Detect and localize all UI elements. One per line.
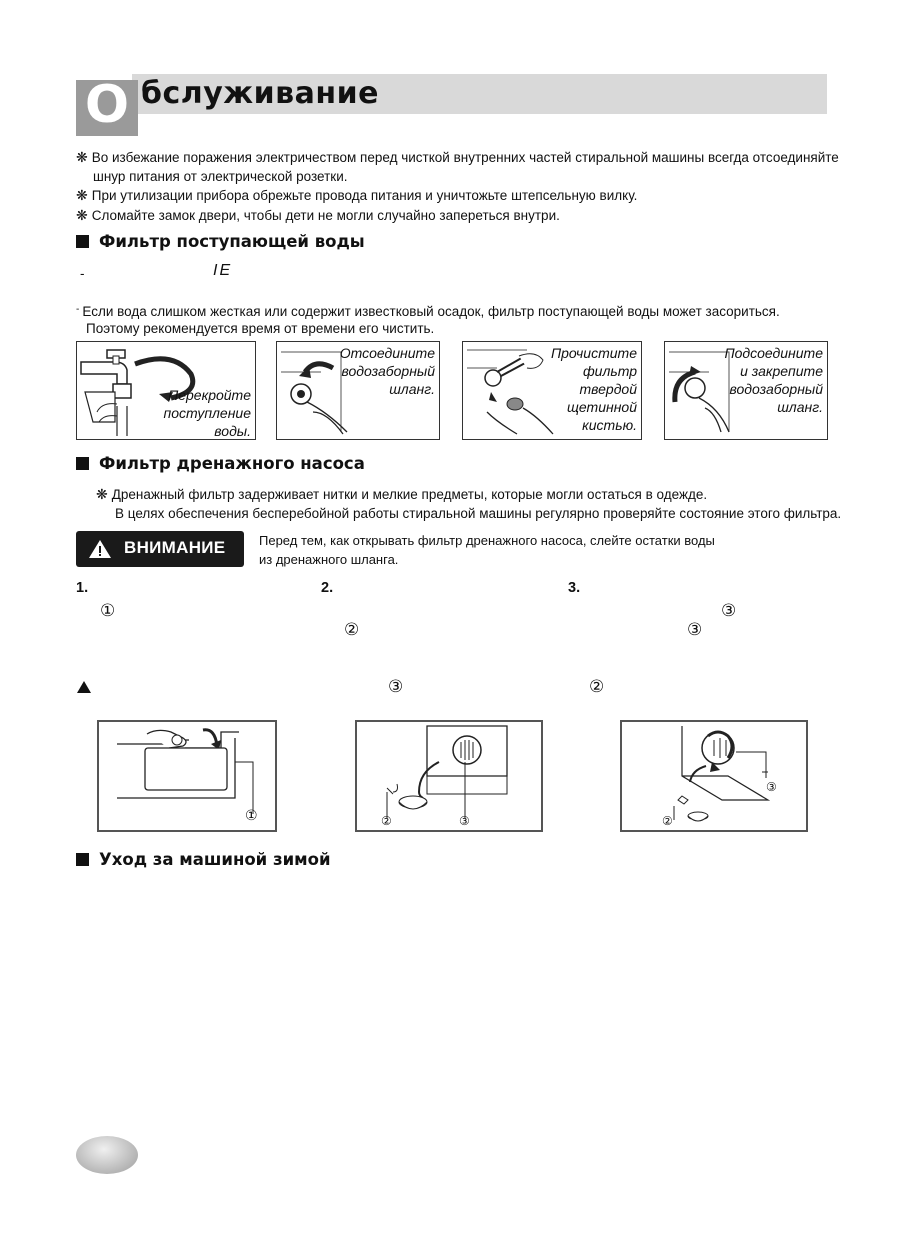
asterisk-icon: ❋ <box>76 149 88 165</box>
caption-line: кистью. <box>582 417 637 433</box>
figure-2-label-two: ② <box>381 814 392 828</box>
inlet-step-4-caption <box>724 344 823 416</box>
error-code-display: IE <box>213 262 233 279</box>
caption-line: Прочистите <box>550 345 637 361</box>
inlet-dash: - <box>80 266 85 281</box>
asterisk-icon: ❋ <box>76 207 88 223</box>
drain-figure-1 <box>97 720 277 832</box>
drain-filter-heading <box>76 454 365 473</box>
inlet-step-1-caption <box>163 386 251 440</box>
square-bullet-icon <box>76 457 89 470</box>
page-title: бслуживание <box>141 76 379 111</box>
drain-note-line1 <box>96 485 707 504</box>
header-letter: О <box>84 75 130 135</box>
inlet-step-2 <box>276 341 440 440</box>
inlet-step-2-caption <box>340 344 435 398</box>
winter-heading <box>76 850 331 869</box>
caption-line: Перекройте <box>168 387 251 403</box>
marker-three: ③ <box>721 601 737 621</box>
caption-line: и закрепите <box>740 363 823 379</box>
inlet-step-1 <box>76 341 256 440</box>
marker-two: ② <box>344 620 360 640</box>
figure-2-label-three: ③ <box>459 814 470 828</box>
warning-text-line2: из дренажного шланга. <box>259 552 399 567</box>
drain-filter-removal-drawing <box>622 722 806 830</box>
marker-three: ③ <box>687 620 703 640</box>
warning-triangle-icon <box>88 539 112 559</box>
warning-label: ВНИМАНИЕ <box>124 538 226 557</box>
inlet-step-3-caption <box>551 344 637 434</box>
inlet-paragraph-line1-text: Если вода слишком жесткая или содержит известковый осадок, фильтр поступающей воды может засориться. <box>82 304 780 319</box>
figure-1-label-one: ① <box>245 808 258 824</box>
caption-line: Подсоедините <box>724 345 823 361</box>
drain-note-line1-text: Дренажный фильтр задерживает нитки и мелкие предметы, которые могли остаться в одежде. <box>111 487 708 502</box>
figure-3-label-three: ③ <box>766 780 777 794</box>
caption-line: поступление <box>163 405 251 421</box>
inlet-paragraph-line1: - Если вода слишком жесткая или содержит известковый осадок, фильтр поступающей воды может засориться. <box>76 304 780 319</box>
marker-three: ③ <box>388 677 404 697</box>
asterisk-icon: ❋ <box>96 486 108 502</box>
note-2 <box>76 186 637 205</box>
drain-step-2-number: 2. <box>321 580 334 596</box>
square-bullet-icon <box>76 235 89 248</box>
warning-text-line1: Перед тем, как открывать фильтр дренажного насоса, слейте остатки воды <box>259 533 715 548</box>
inlet-filter-heading <box>76 232 365 251</box>
warning-badge <box>76 531 244 567</box>
drain-step-3-number: 3. <box>568 580 581 596</box>
caption-line: Отсоедините <box>339 345 435 361</box>
winter-heading-text: Уход за машиной зимой <box>99 850 331 869</box>
inlet-step-3 <box>462 341 642 440</box>
drain-figure-3 <box>620 720 808 832</box>
drain-step-1-number: 1. <box>76 580 89 596</box>
inlet-paragraph-line2: Поэтому рекомендуется время от времени его чистить. <box>86 321 435 336</box>
note-1-line2: шнур питания от электрической розетки. <box>93 169 348 184</box>
note-3-text: Сломайте замок двери, чтобы дети не могли случайно запереться внутри. <box>91 208 560 223</box>
caption-line: шланг. <box>777 399 823 415</box>
drain-figure-2 <box>355 720 543 832</box>
page-number-ornament <box>76 1136 138 1174</box>
caption-line: фильтр <box>582 363 637 379</box>
caption-line: водозаборный <box>729 381 823 397</box>
caption-line: шланг. <box>389 381 435 397</box>
asterisk-icon: ❋ <box>76 187 88 203</box>
caption-line: воды. <box>214 423 251 439</box>
note-1 <box>76 148 839 167</box>
caption-line: щетинной <box>567 399 637 415</box>
note-1-line1: Во избежание поражения электричеством перед чисткой внутренних частей стиральной машины всегда отсоединяйте <box>91 150 839 165</box>
caption-line: водозаборный <box>341 363 435 379</box>
inlet-filter-heading-text: Фильтр поступающей воды <box>99 232 365 251</box>
marker-one: ① <box>100 601 116 621</box>
caption-line: твердой <box>579 381 637 397</box>
inlet-step-4 <box>664 341 828 440</box>
figure-3-label-two: ② <box>662 814 673 828</box>
square-bullet-icon <box>76 853 89 866</box>
drain-note-line2: В целях обеспечения бесперебойной работы стиральной машины регулярно проверяйте состояние этого фильтра. <box>115 506 842 521</box>
marker-two: ② <box>589 677 605 697</box>
note-2-text: При утилизации прибора обрежьте провода питания и уничтожьте штепсельную вилку. <box>91 188 638 203</box>
warning-triangle-icon <box>76 680 92 694</box>
note-3 <box>76 206 560 225</box>
drain-filter-heading-text: Фильтр дренажного насоса <box>99 454 365 473</box>
